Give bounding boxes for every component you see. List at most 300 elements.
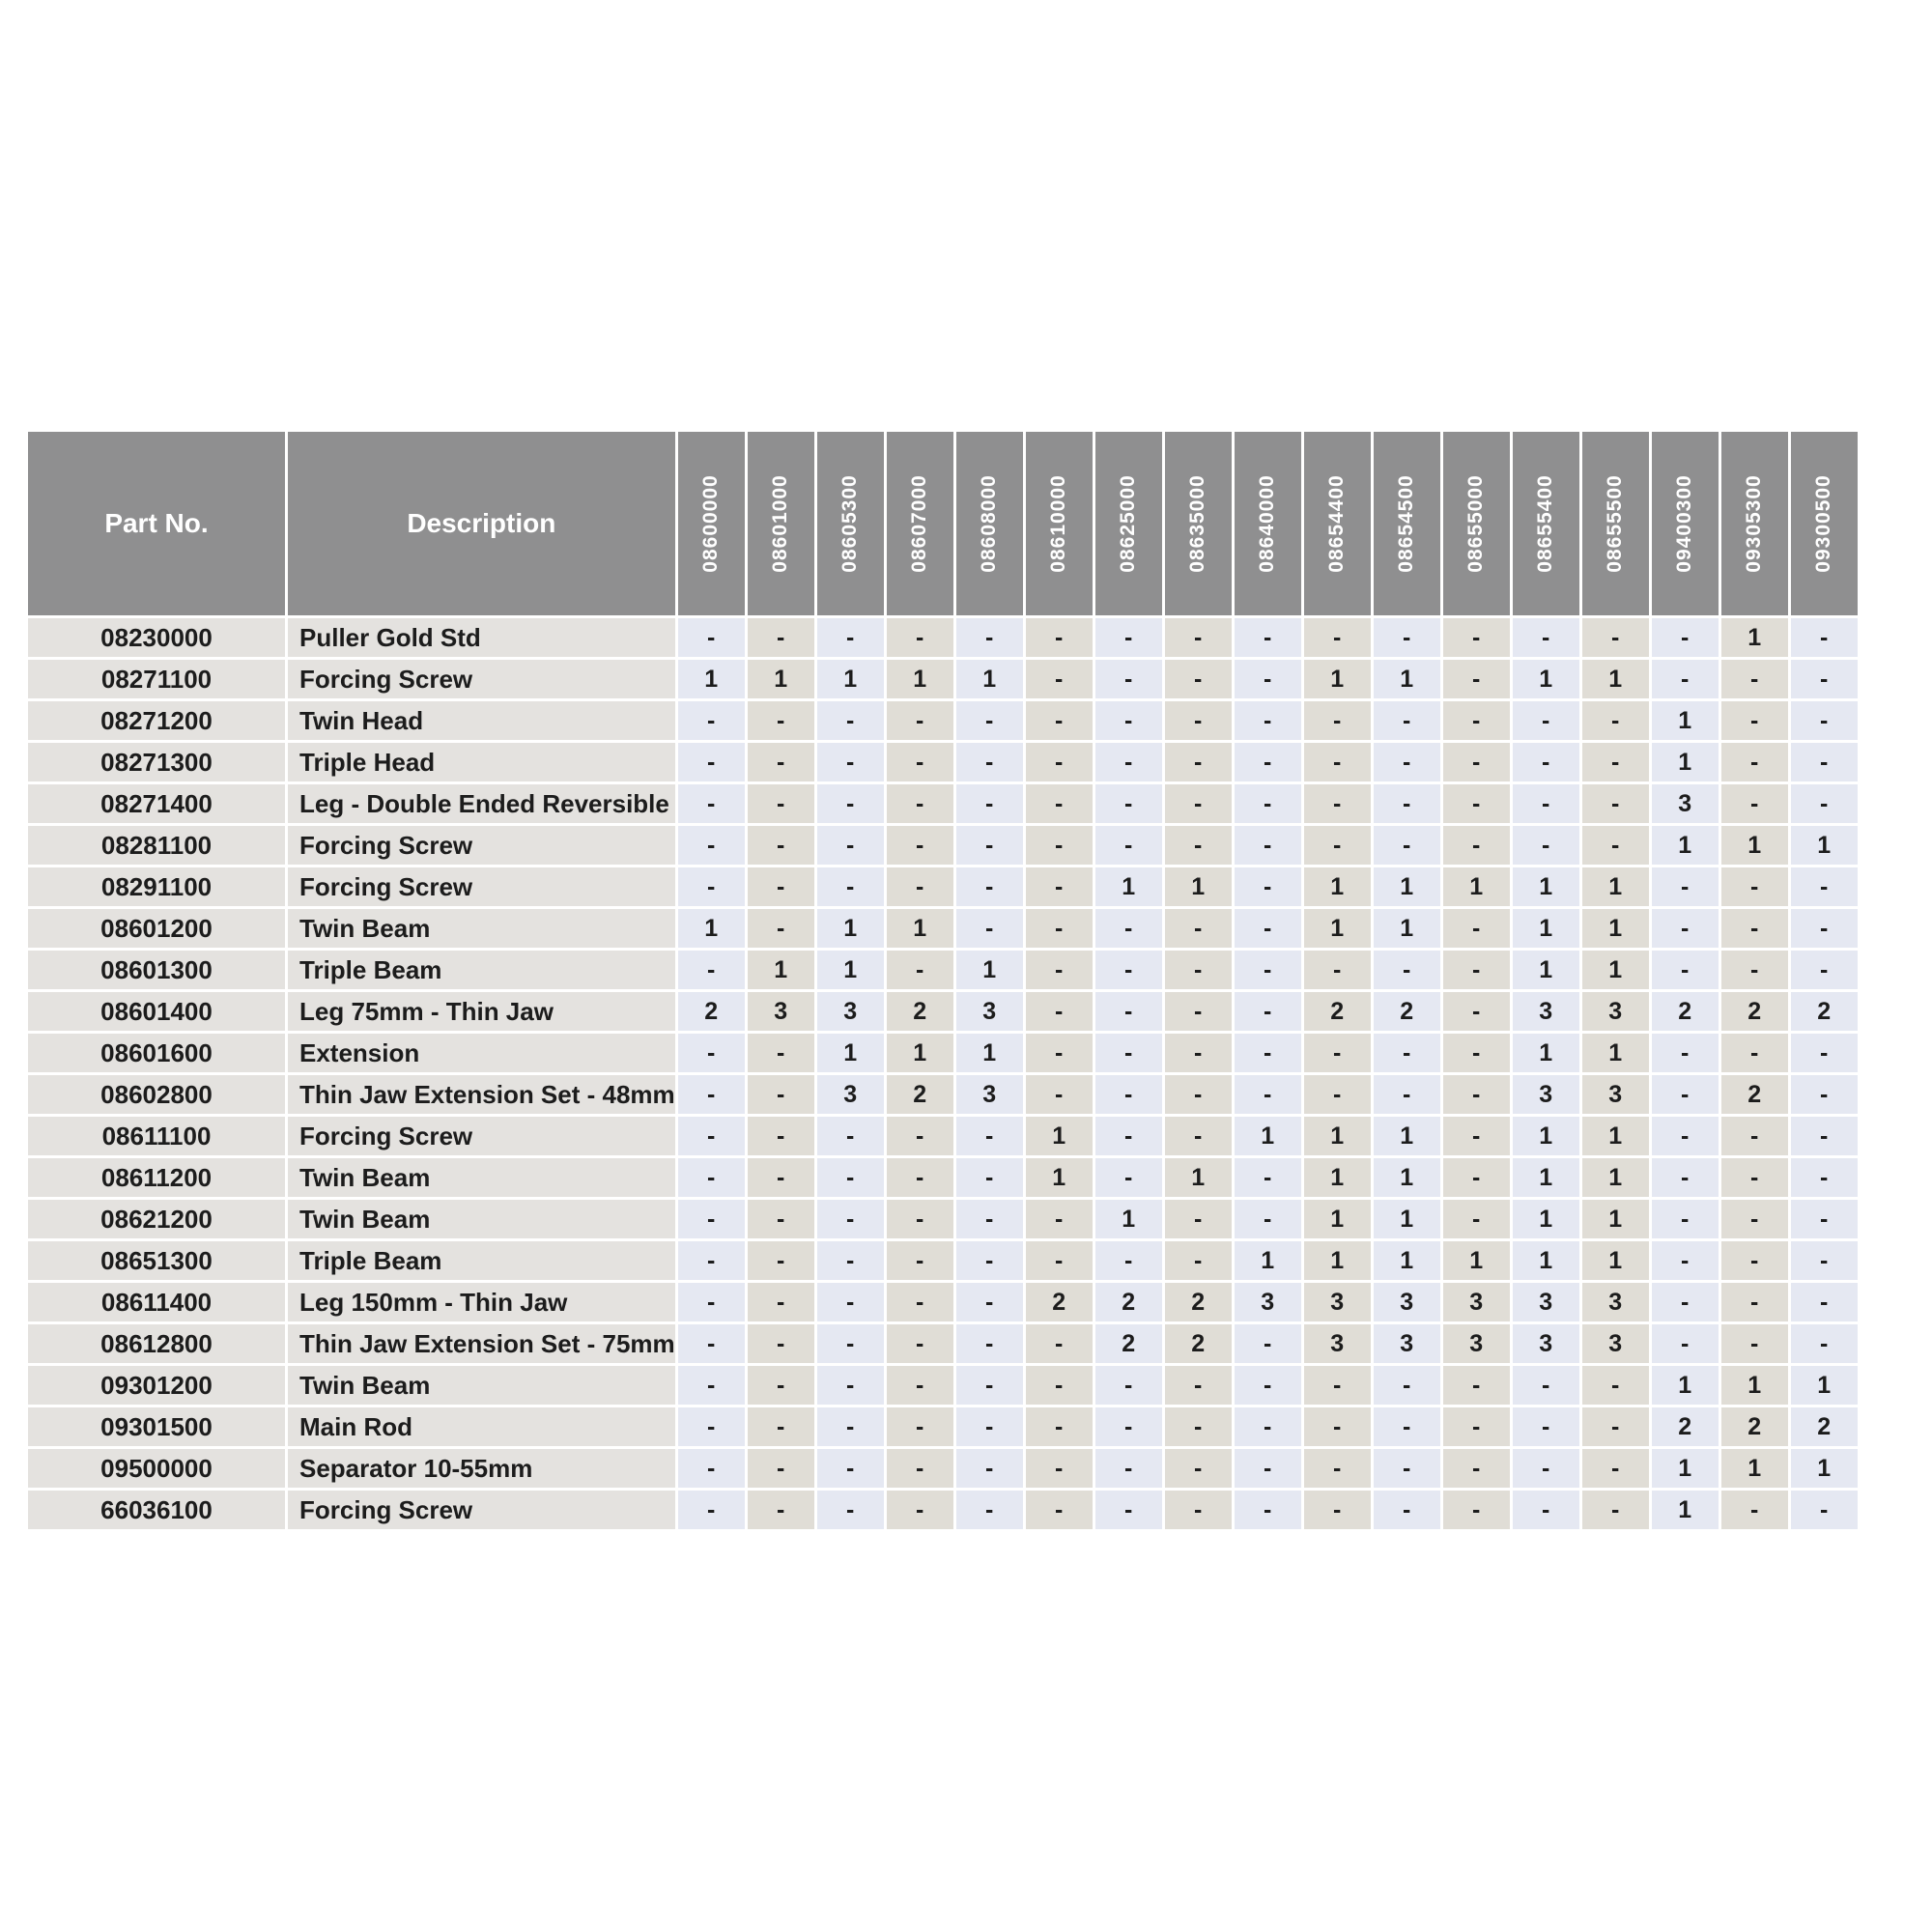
table-row: [28, 1283, 1858, 1321]
qty-cell: 2: [1721, 992, 1788, 1031]
qty-cell: -: [817, 826, 884, 865]
qty-cell: -: [1513, 743, 1579, 781]
qty-cell: -: [1374, 1034, 1440, 1072]
table-row: [28, 992, 1858, 1031]
qty-cell: -: [887, 1366, 953, 1405]
table-row: [28, 826, 1858, 865]
qty-cell: -: [887, 1407, 953, 1446]
qty-cell: 3: [1582, 992, 1649, 1031]
qty-cell: -: [748, 1158, 814, 1197]
product-column-header-label: 08654500: [1395, 474, 1418, 573]
description-cell: Forcing Screw: [288, 660, 675, 698]
qty-cell: 1: [1582, 1158, 1649, 1197]
qty-cell: 1: [1513, 909, 1579, 948]
col-header-part-no: Part No.: [28, 432, 285, 615]
table-row: [28, 660, 1858, 698]
qty-cell: 1: [956, 660, 1023, 698]
qty-cell: 3: [1513, 1283, 1579, 1321]
header-row: [28, 432, 1858, 615]
qty-cell: -: [1165, 701, 1232, 740]
table-row: [28, 743, 1858, 781]
qty-cell: 1: [887, 1034, 953, 1072]
qty-cell: -: [956, 701, 1023, 740]
part-no-cell: 08271100: [28, 660, 285, 698]
qty-cell: -: [678, 618, 745, 657]
qty-cell: -: [678, 867, 745, 906]
table-row: [28, 1200, 1858, 1238]
qty-cell: -: [1791, 1491, 1858, 1529]
qty-cell: -: [1791, 909, 1858, 948]
qty-cell: -: [1721, 784, 1788, 823]
qty-cell: -: [1165, 1491, 1232, 1529]
description-cell: Twin Beam: [288, 1158, 675, 1197]
qty-cell: -: [817, 1241, 884, 1280]
qty-cell: 2: [887, 992, 953, 1031]
qty-cell: -: [1513, 1449, 1579, 1488]
qty-cell: -: [887, 867, 953, 906]
qty-cell: -: [678, 701, 745, 740]
description-cell: Twin Beam: [288, 909, 675, 948]
qty-cell: -: [887, 826, 953, 865]
qty-cell: -: [1374, 784, 1440, 823]
qty-cell: -: [956, 826, 1023, 865]
qty-cell: -: [1791, 1200, 1858, 1238]
qty-cell: 3: [1235, 1283, 1301, 1321]
product-column-header-label: 08655400: [1534, 474, 1557, 573]
qty-cell: -: [1513, 618, 1579, 657]
qty-cell: -: [1374, 1491, 1440, 1529]
product-column-header-label: 08608000: [978, 474, 1001, 573]
qty-cell: 1: [1652, 701, 1719, 740]
product-column-header: [748, 432, 814, 615]
qty-cell: -: [1235, 909, 1301, 948]
qty-cell: -: [1026, 1366, 1093, 1405]
table-body: [28, 618, 1858, 1529]
qty-cell: -: [678, 1283, 745, 1321]
qty-cell: -: [1443, 992, 1510, 1031]
qty-cell: -: [1235, 1200, 1301, 1238]
qty-cell: 1: [1582, 1034, 1649, 1072]
qty-cell: -: [748, 1407, 814, 1446]
qty-cell: -: [1304, 826, 1371, 865]
qty-cell: -: [678, 1117, 745, 1155]
qty-cell: -: [1652, 1075, 1719, 1114]
qty-cell: -: [1235, 1449, 1301, 1488]
qty-cell: -: [1235, 951, 1301, 989]
description-cell: Forcing Screw: [288, 826, 675, 865]
qty-cell: -: [1791, 1283, 1858, 1321]
qty-cell: -: [1374, 701, 1440, 740]
qty-cell: -: [748, 826, 814, 865]
description-cell: Twin Head: [288, 701, 675, 740]
qty-cell: -: [1235, 618, 1301, 657]
qty-cell: -: [1721, 1491, 1788, 1529]
qty-cell: -: [678, 1034, 745, 1072]
qty-cell: 1: [1374, 660, 1440, 698]
qty-cell: -: [956, 784, 1023, 823]
qty-cell: -: [1095, 701, 1162, 740]
qty-cell: -: [1443, 1034, 1510, 1072]
qty-cell: -: [1304, 1449, 1371, 1488]
qty-cell: -: [1513, 784, 1579, 823]
qty-cell: -: [817, 1158, 884, 1197]
product-column-header: [1374, 432, 1440, 615]
qty-cell: -: [748, 1241, 814, 1280]
qty-cell: 1: [817, 909, 884, 948]
qty-cell: -: [817, 867, 884, 906]
qty-cell: -: [956, 1158, 1023, 1197]
qty-cell: 1: [1026, 1158, 1093, 1197]
qty-cell: 1: [887, 660, 953, 698]
part-no-cell: 08271400: [28, 784, 285, 823]
description-cell: Leg 75mm - Thin Jaw: [288, 992, 675, 1031]
qty-cell: -: [1721, 1200, 1788, 1238]
qty-cell: -: [1582, 701, 1649, 740]
product-column-header-label: 08607000: [908, 474, 931, 573]
qty-cell: -: [678, 784, 745, 823]
qty-cell: 3: [1582, 1324, 1649, 1363]
qty-cell: 2: [1095, 1283, 1162, 1321]
qty-cell: -: [1304, 701, 1371, 740]
description-cell: Leg - Double Ended Reversible: [288, 784, 675, 823]
qty-cell: -: [1026, 1075, 1093, 1114]
qty-cell: -: [887, 1158, 953, 1197]
qty-cell: 1: [1652, 1491, 1719, 1529]
qty-cell: 3: [1652, 784, 1719, 823]
qty-cell: -: [1374, 1075, 1440, 1114]
qty-cell: -: [1374, 743, 1440, 781]
part-no-cell: 08601400: [28, 992, 285, 1031]
qty-cell: 1: [1513, 1117, 1579, 1155]
qty-cell: -: [956, 909, 1023, 948]
product-column-header-label: 08601000: [769, 474, 792, 573]
qty-cell: -: [1791, 1117, 1858, 1155]
table-row: [28, 784, 1858, 823]
col-header-description: Description: [288, 432, 675, 615]
qty-cell: -: [748, 1117, 814, 1155]
qty-cell: -: [1304, 1366, 1371, 1405]
table-row: [28, 1241, 1858, 1280]
qty-cell: -: [748, 1324, 814, 1363]
qty-cell: -: [1235, 1034, 1301, 1072]
qty-cell: 1: [1513, 1034, 1579, 1072]
qty-cell: -: [1165, 1449, 1232, 1488]
description-cell: Forcing Screw: [288, 1117, 675, 1155]
qty-cell: -: [1513, 701, 1579, 740]
product-column-header: [1026, 432, 1093, 615]
part-no-cell: 08601600: [28, 1034, 285, 1072]
qty-cell: -: [1026, 1407, 1093, 1446]
qty-cell: 3: [1582, 1283, 1649, 1321]
qty-cell: -: [1026, 618, 1093, 657]
qty-cell: 2: [1721, 1075, 1788, 1114]
qty-cell: -: [1513, 1366, 1579, 1405]
part-no-cell: 09500000: [28, 1449, 285, 1488]
qty-cell: 1: [1513, 1200, 1579, 1238]
qty-cell: -: [748, 1034, 814, 1072]
part-no-cell: 08611200: [28, 1158, 285, 1197]
qty-cell: 3: [1374, 1283, 1440, 1321]
part-no-cell: 08611100: [28, 1117, 285, 1155]
qty-cell: -: [1095, 826, 1162, 865]
qty-cell: -: [1443, 1075, 1510, 1114]
qty-cell: -: [1304, 618, 1371, 657]
qty-cell: 1: [1513, 867, 1579, 906]
qty-cell: 1: [1374, 1200, 1440, 1238]
qty-cell: -: [887, 618, 953, 657]
qty-cell: 1: [748, 951, 814, 989]
qty-cell: 2: [1374, 992, 1440, 1031]
qty-cell: 1: [678, 660, 745, 698]
qty-cell: -: [1652, 660, 1719, 698]
table-row: [28, 701, 1858, 740]
product-column-header-label: 08600000: [699, 474, 723, 573]
qty-cell: -: [1304, 784, 1371, 823]
qty-cell: -: [1026, 951, 1093, 989]
qty-cell: -: [1026, 1200, 1093, 1238]
qty-cell: -: [1443, 1366, 1510, 1405]
qty-cell: -: [1374, 1366, 1440, 1405]
qty-cell: 2: [1721, 1407, 1788, 1446]
description-cell: Thin Jaw Extension Set - 75mm: [288, 1324, 675, 1363]
qty-cell: -: [956, 1491, 1023, 1529]
part-no-cell: 08271300: [28, 743, 285, 781]
qty-cell: -: [1095, 743, 1162, 781]
product-column-header-label: 08655500: [1604, 474, 1627, 573]
qty-cell: -: [887, 1117, 953, 1155]
qty-cell: -: [1582, 1407, 1649, 1446]
qty-cell: -: [678, 951, 745, 989]
qty-cell: 1: [1304, 660, 1371, 698]
part-no-cell: 08601200: [28, 909, 285, 948]
product-column-header-label: 08654400: [1325, 474, 1349, 573]
part-no-cell: 08230000: [28, 618, 285, 657]
qty-cell: 1: [1582, 909, 1649, 948]
qty-cell: -: [1582, 743, 1649, 781]
table-row: [28, 1366, 1858, 1405]
qty-cell: 1: [1582, 1241, 1649, 1280]
qty-cell: -: [748, 743, 814, 781]
qty-cell: -: [1582, 1366, 1649, 1405]
qty-cell: 1: [1652, 1449, 1719, 1488]
product-column-header-label: 08610000: [1047, 474, 1070, 573]
qty-cell: -: [887, 951, 953, 989]
qty-cell: -: [1582, 826, 1649, 865]
qty-cell: -: [1165, 1200, 1232, 1238]
part-no-cell: 09301200: [28, 1366, 285, 1405]
qty-cell: -: [1095, 660, 1162, 698]
product-column-header: [1582, 432, 1649, 615]
qty-cell: -: [1721, 743, 1788, 781]
qty-cell: 1: [1582, 1200, 1649, 1238]
qty-cell: -: [1304, 1407, 1371, 1446]
qty-cell: 1: [956, 951, 1023, 989]
qty-cell: -: [1026, 784, 1093, 823]
qty-cell: 1: [1374, 1158, 1440, 1197]
qty-cell: -: [1165, 1366, 1232, 1405]
qty-cell: -: [1165, 743, 1232, 781]
qty-cell: -: [1443, 1158, 1510, 1197]
qty-cell: 3: [1443, 1283, 1510, 1321]
qty-cell: 1: [678, 909, 745, 948]
qty-cell: -: [817, 1117, 884, 1155]
product-column-header-label: 09305300: [1743, 474, 1766, 573]
part-no-cell: 08601300: [28, 951, 285, 989]
qty-cell: -: [1235, 992, 1301, 1031]
qty-cell: 1: [1304, 1158, 1371, 1197]
parts-compatibility-table: [25, 429, 1861, 1532]
qty-cell: 1: [1582, 951, 1649, 989]
qty-cell: 2: [1304, 992, 1371, 1031]
part-no-cell: 66036100: [28, 1491, 285, 1529]
qty-cell: -: [1235, 784, 1301, 823]
qty-cell: 1: [1513, 1241, 1579, 1280]
qty-cell: -: [817, 618, 884, 657]
qty-cell: -: [1235, 1366, 1301, 1405]
product-column-header: [1652, 432, 1719, 615]
qty-cell: -: [1304, 1034, 1371, 1072]
qty-cell: 1: [1721, 618, 1788, 657]
qty-cell: 2: [1652, 992, 1719, 1031]
qty-cell: -: [678, 1324, 745, 1363]
qty-cell: -: [1791, 618, 1858, 657]
qty-cell: -: [1304, 743, 1371, 781]
qty-cell: -: [1652, 1200, 1719, 1238]
qty-cell: -: [1582, 784, 1649, 823]
description-cell: Separator 10-55mm: [288, 1449, 675, 1488]
qty-cell: -: [887, 784, 953, 823]
qty-cell: -: [1304, 951, 1371, 989]
qty-cell: 2: [1165, 1283, 1232, 1321]
product-column-header: [1443, 432, 1510, 615]
qty-cell: 1: [1513, 1158, 1579, 1197]
qty-cell: 1: [1791, 826, 1858, 865]
qty-cell: 1: [1304, 909, 1371, 948]
description-cell: Twin Beam: [288, 1366, 675, 1405]
qty-cell: -: [1443, 1449, 1510, 1488]
qty-cell: -: [1721, 1034, 1788, 1072]
qty-cell: -: [956, 867, 1023, 906]
qty-cell: 3: [1513, 1324, 1579, 1363]
qty-cell: -: [956, 1200, 1023, 1238]
qty-cell: -: [956, 1283, 1023, 1321]
product-column-header: [1304, 432, 1371, 615]
description-cell: Puller Gold Std: [288, 618, 675, 657]
table-row: [28, 1075, 1858, 1114]
qty-cell: 2: [1165, 1324, 1232, 1363]
qty-cell: 3: [1582, 1075, 1649, 1114]
qty-cell: -: [817, 1200, 884, 1238]
part-no-cell: 08612800: [28, 1324, 285, 1363]
qty-cell: -: [678, 1449, 745, 1488]
qty-cell: -: [817, 1407, 884, 1446]
description-cell: Leg 150mm - Thin Jaw: [288, 1283, 675, 1321]
qty-cell: 1: [1026, 1117, 1093, 1155]
qty-cell: 1: [1582, 867, 1649, 906]
qty-cell: 1: [1374, 867, 1440, 906]
qty-cell: 3: [1304, 1283, 1371, 1321]
product-column-header-label: 08655000: [1464, 474, 1488, 573]
part-no-cell: 08281100: [28, 826, 285, 865]
qty-cell: -: [1721, 1117, 1788, 1155]
qty-cell: 1: [1304, 1117, 1371, 1155]
qty-cell: 3: [1513, 1075, 1579, 1114]
qty-cell: 1: [1721, 1449, 1788, 1488]
qty-cell: -: [817, 743, 884, 781]
qty-cell: -: [1374, 951, 1440, 989]
qty-cell: 1: [1304, 1241, 1371, 1280]
product-column-header: [678, 432, 745, 615]
qty-cell: -: [1095, 1034, 1162, 1072]
qty-cell: -: [1652, 1034, 1719, 1072]
qty-cell: -: [817, 1491, 884, 1529]
qty-cell: -: [887, 1283, 953, 1321]
qty-cell: -: [1791, 1034, 1858, 1072]
description-cell: Extension: [288, 1034, 675, 1072]
qty-cell: -: [887, 1324, 953, 1363]
qty-cell: -: [1443, 1407, 1510, 1446]
qty-cell: -: [1721, 1324, 1788, 1363]
qty-cell: -: [748, 1449, 814, 1488]
qty-cell: -: [1235, 1075, 1301, 1114]
description-cell: Thin Jaw Extension Set - 48mm: [288, 1075, 675, 1114]
qty-cell: 1: [1582, 1117, 1649, 1155]
description-cell: Triple Beam: [288, 1241, 675, 1280]
qty-cell: -: [887, 1241, 953, 1280]
qty-cell: -: [1235, 701, 1301, 740]
qty-cell: -: [1095, 992, 1162, 1031]
table-row: [28, 1449, 1858, 1488]
table-row: [28, 1407, 1858, 1446]
qty-cell: -: [1095, 618, 1162, 657]
qty-cell: -: [1582, 1491, 1649, 1529]
qty-cell: -: [1095, 1117, 1162, 1155]
qty-cell: -: [956, 1324, 1023, 1363]
qty-cell: -: [1791, 1324, 1858, 1363]
qty-cell: -: [1026, 826, 1093, 865]
qty-cell: 1: [1582, 660, 1649, 698]
qty-cell: 1: [887, 909, 953, 948]
qty-cell: -: [956, 1366, 1023, 1405]
qty-cell: -: [817, 701, 884, 740]
qty-cell: -: [1095, 1366, 1162, 1405]
qty-cell: -: [1791, 867, 1858, 906]
qty-cell: -: [1095, 1407, 1162, 1446]
qty-cell: -: [1235, 1324, 1301, 1363]
qty-cell: -: [956, 618, 1023, 657]
qty-cell: -: [817, 1324, 884, 1363]
qty-cell: 1: [1513, 951, 1579, 989]
qty-cell: -: [956, 1117, 1023, 1155]
qty-cell: -: [748, 1075, 814, 1114]
product-column-header: [1165, 432, 1232, 615]
product-column-header: [1791, 432, 1858, 615]
product-column-header-label: 09400300: [1673, 474, 1696, 573]
qty-cell: -: [1582, 1449, 1649, 1488]
qty-cell: -: [748, 618, 814, 657]
qty-cell: 1: [1374, 909, 1440, 948]
qty-cell: -: [1443, 784, 1510, 823]
qty-cell: -: [1443, 1200, 1510, 1238]
qty-cell: -: [1304, 1075, 1371, 1114]
qty-cell: -: [1443, 826, 1510, 865]
qty-cell: -: [956, 1449, 1023, 1488]
qty-cell: -: [748, 867, 814, 906]
qty-cell: -: [1235, 1491, 1301, 1529]
qty-cell: -: [1165, 1034, 1232, 1072]
qty-cell: -: [817, 1366, 884, 1405]
qty-cell: -: [1652, 1158, 1719, 1197]
